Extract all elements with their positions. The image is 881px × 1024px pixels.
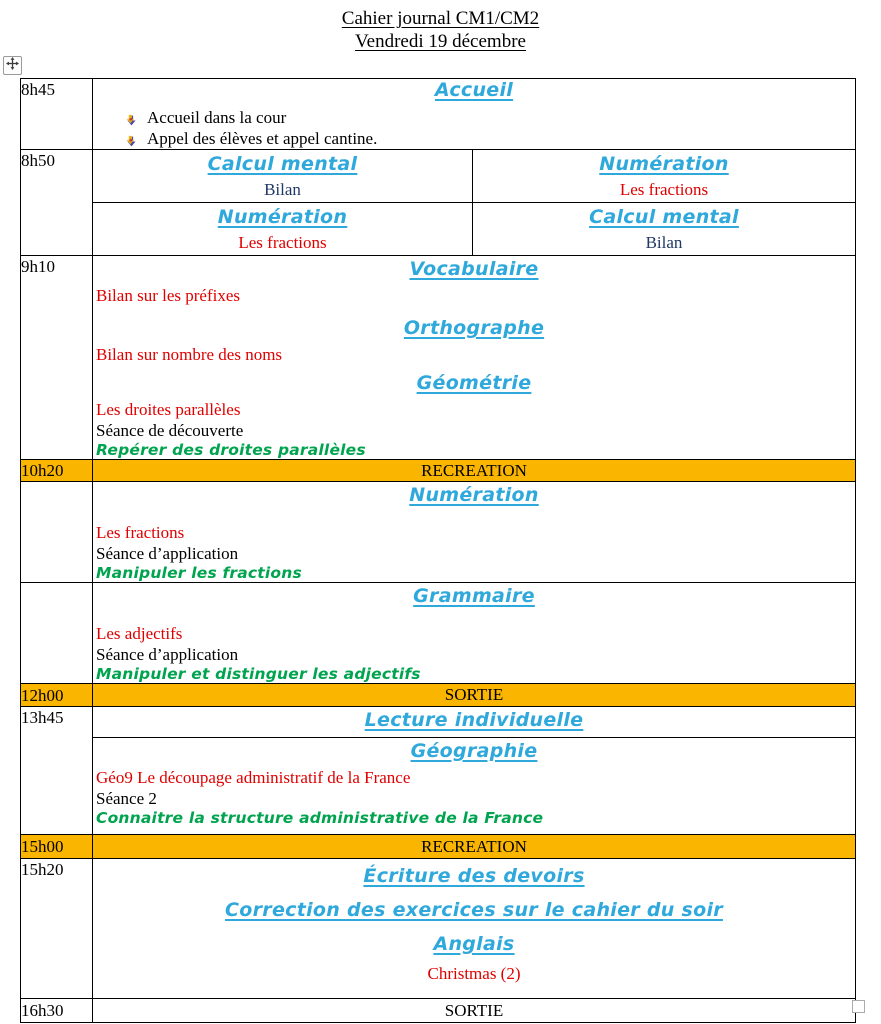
time-cell[interactable] [21, 150, 93, 256]
band-label: SORTIE [444, 685, 504, 704]
subject-header: Numération [409, 484, 539, 506]
content-cell[interactable] [93, 79, 856, 150]
row-grammaire [21, 583, 856, 684]
seance-label: Séance d’application [96, 544, 239, 563]
subject-header: Vocabulaire [409, 258, 539, 280]
bullet-list [125, 107, 855, 149]
time-cell[interactable] [21, 707, 93, 835]
subject-header: Accueil [434, 79, 514, 101]
time-cell-empty[interactable] [21, 482, 93, 583]
band-label: RECREATION [421, 836, 527, 856]
subject-header: Géographie [410, 740, 538, 762]
content-cell[interactable] [93, 482, 856, 583]
subject-header: Calcul mental [207, 153, 358, 175]
four-way-arrow-icon [6, 57, 19, 75]
activity-header: Écriture des devoirs [363, 865, 585, 887]
band-label: SORTIE [444, 1000, 504, 1020]
lesson-topic: Les fractions [96, 523, 185, 542]
subject-header: Numération [217, 206, 348, 228]
seance-label: Séance d’application [96, 645, 239, 664]
objective-label: Manipuler et distinguer les adjectifs [96, 665, 421, 683]
table-move-handle[interactable] [3, 56, 22, 75]
arrow-bullet-icon [125, 132, 138, 145]
bullet-text: Appel des élèves et appel cantine. [147, 129, 378, 148]
time-label: 15h00 [21, 837, 64, 856]
content-cell[interactable] [93, 256, 856, 460]
lesson-topic: Les droites parallèles [96, 400, 241, 419]
time-cell[interactable] [21, 79, 93, 150]
lesson-topic: Christmas (2) [427, 964, 521, 983]
seance-label: Séance 2 [96, 789, 157, 808]
time-label: 10h20 [21, 461, 64, 480]
row-calcul-numeration [21, 150, 856, 256]
time-label: 13h45 [21, 708, 64, 727]
row-fin-de-journee [21, 859, 856, 999]
document-title-block [0, 7, 881, 53]
row-accueil [21, 79, 856, 150]
lesson-topic: Bilan sur les préfixes [96, 286, 240, 305]
activity-header: Correction des exercices sur le cahier du soir [225, 899, 723, 921]
grid-cell[interactable] [473, 203, 855, 255]
lesson-topic: Les adjectifs [96, 624, 183, 643]
table-resize-handle[interactable] [852, 1000, 865, 1013]
time-label: 8h45 [21, 80, 55, 99]
lesson-topic: Géo9 Le découpage administratif de la France [96, 768, 411, 787]
grid-cell[interactable] [473, 150, 855, 203]
list-item [125, 107, 855, 128]
row-vocabulaire-orthographe-geometrie [21, 256, 856, 460]
band-cell[interactable] [93, 999, 856, 1023]
row-numeration [21, 482, 856, 583]
time-cell-empty[interactable] [21, 583, 93, 684]
time-label: 8h50 [21, 151, 55, 170]
subject-header: Anglais [433, 933, 515, 955]
content-cell[interactable] [93, 859, 856, 999]
objective-label: Repérer des droites parallèles [96, 441, 366, 459]
time-cell[interactable] [21, 835, 93, 859]
band-cell[interactable] [93, 460, 856, 482]
lesson-topic: Bilan [264, 180, 301, 199]
band-cell[interactable] [93, 835, 856, 859]
grid-cell[interactable] [93, 150, 473, 203]
row-lecture [21, 707, 856, 738]
objective-label: Connaitre la structure administrative de la France [96, 809, 544, 827]
subject-header: Numération [599, 153, 729, 175]
subject-header: Grammaire [413, 585, 535, 607]
time-label: 16h30 [21, 1001, 64, 1020]
content-cell[interactable] [93, 150, 856, 256]
time-cell[interactable] [21, 999, 93, 1023]
row-sortie-midi [21, 684, 856, 707]
subject-header: Calcul mental [589, 206, 739, 228]
subject-header: Lecture individuelle [364, 709, 584, 731]
lesson-topic: Les fractions [238, 233, 327, 252]
arrow-bullet-icon [125, 111, 138, 124]
band-cell[interactable] [93, 684, 856, 707]
content-cell[interactable] [93, 583, 856, 684]
row-recreation-1 [21, 460, 856, 482]
row-geographie [21, 738, 856, 835]
lesson-topic: Les fractions [619, 180, 709, 199]
schedule-table [20, 78, 856, 1023]
time-label: 12h00 [21, 685, 64, 705]
list-item [125, 128, 855, 149]
content-cell[interactable] [93, 707, 856, 738]
row-recreation-2 [21, 835, 856, 859]
time-cell[interactable] [21, 684, 93, 707]
time-cell[interactable] [21, 859, 93, 999]
objective-label: Manipuler les fractions [96, 564, 302, 582]
page-subtitle: Vendredi 19 décembre [355, 31, 526, 52]
split-grid [93, 150, 855, 255]
lesson-topic: Bilan [645, 233, 683, 252]
content-cell[interactable] [93, 738, 856, 835]
time-cell[interactable] [21, 460, 93, 482]
grid-cell[interactable] [93, 203, 473, 255]
row-sortie-soir [21, 999, 856, 1023]
seance-label: Séance de découverte [96, 421, 244, 440]
lesson-topic: Bilan sur nombre des noms [96, 345, 283, 364]
subject-header: Géométrie [416, 372, 532, 394]
band-label: RECREATION [421, 460, 527, 480]
time-label: 9h10 [21, 257, 55, 276]
subject-header: Orthographe [403, 317, 545, 339]
time-label: 15h20 [21, 860, 64, 879]
time-cell[interactable] [21, 256, 93, 460]
page-title: Cahier journal CM1/CM2 [341, 8, 540, 29]
bullet-text: Accueil dans la cour [147, 108, 287, 127]
